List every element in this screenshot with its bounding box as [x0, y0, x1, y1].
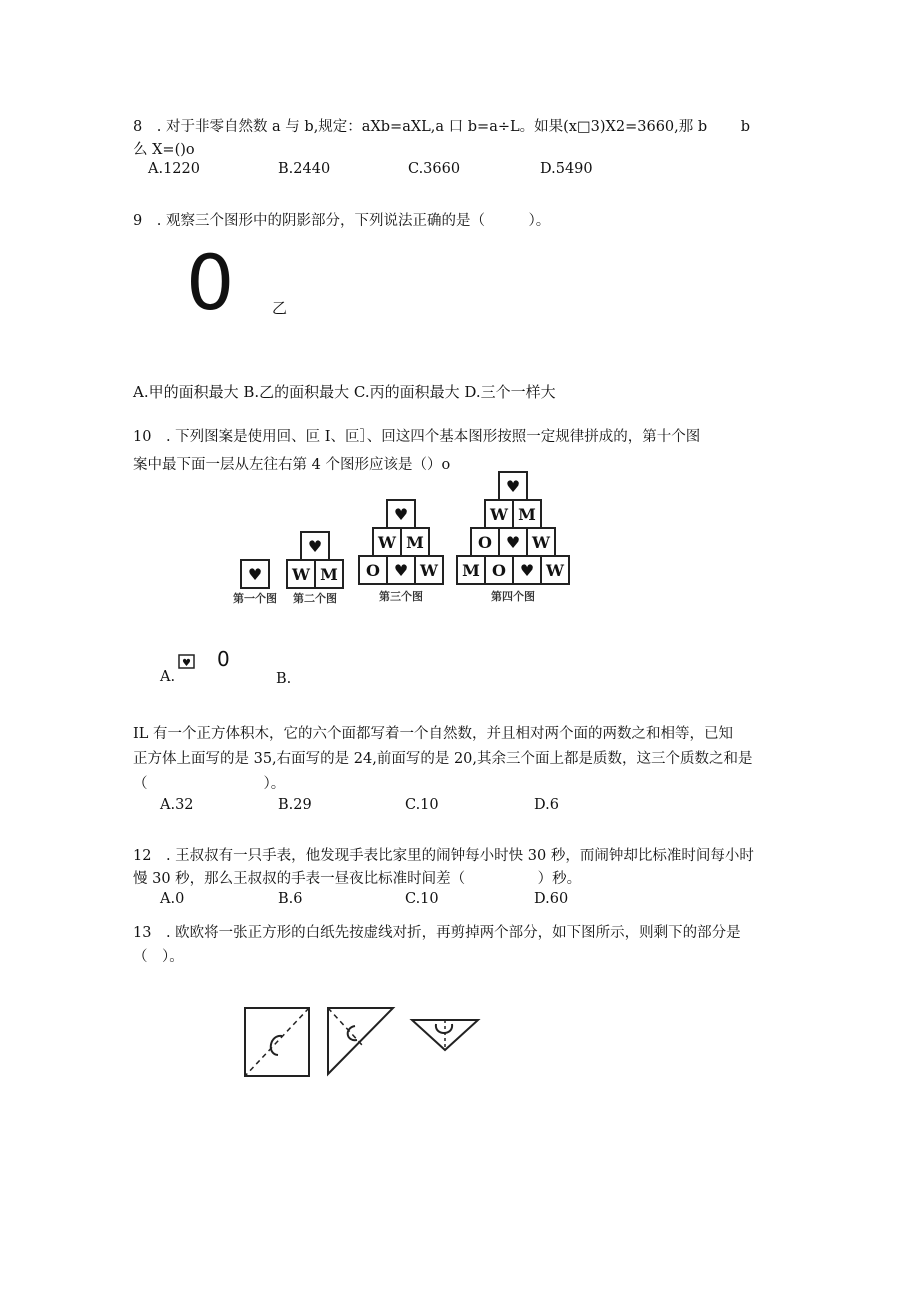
- q12-line1: 12 . 王叔叔有一只手表，他发现手表比家里的闹钟每小时快 30 秒，而闹钟却比标准时间每小时: [133, 848, 754, 864]
- fig4-r3-t1: O: [478, 533, 492, 552]
- q10-option-a: A.: [160, 669, 176, 685]
- fig4-r4-t4: W: [546, 561, 564, 580]
- q13-result-cut-mark: [436, 1024, 452, 1033]
- fig1-label: 第一个图: [233, 592, 277, 605]
- q12-option-d: D.60: [534, 891, 569, 907]
- q13-triangle-fold-line: [328, 1008, 362, 1045]
- fig1-heart: ♥: [247, 565, 263, 584]
- fig4-r2-t1: W: [490, 505, 508, 524]
- q11-line3: （ ）。: [133, 776, 286, 792]
- q8-option-a: A.1220: [148, 161, 200, 177]
- q10-option-a-heart: ♥: [182, 658, 191, 669]
- q12-option-b: B.6: [278, 891, 303, 907]
- fig4-r3-t3: W: [532, 533, 550, 552]
- q8-line2: 么 X=()o: [133, 142, 195, 158]
- fig2-b2: M: [320, 565, 338, 584]
- fig4-r3-t2: ♥: [505, 533, 521, 552]
- q8-option-d: D.5490: [540, 161, 593, 177]
- fig3-b2: ♥: [393, 561, 409, 580]
- q8-option-b: B.2440: [278, 161, 331, 177]
- q13-square-cut-mark: [271, 1036, 282, 1055]
- fig4-heart: ♥: [505, 477, 521, 496]
- fig3-heart: ♥: [393, 505, 409, 524]
- q9-figure-label: 乙: [272, 299, 288, 317]
- fig4-r4-t3: ♥: [519, 561, 535, 580]
- q11-option-b: B.29: [278, 797, 312, 813]
- q11-option-d: D.6: [534, 797, 559, 813]
- fig3-m2: M: [406, 533, 424, 552]
- fig3-b1: O: [366, 561, 380, 580]
- q13-line1: 13 . 欧欧将一张正方形的白纸先按虚线对折，再剪掉两个部分，如下图所示，则剩下的部分是: [133, 925, 741, 941]
- q9-options: A.甲的面积最大 B.乙的面积最大 C.丙的面积最大 D.三个一样大: [133, 383, 556, 401]
- q13-line2: （ ）。: [133, 949, 184, 965]
- q13-folding-figure: [240, 1000, 485, 1080]
- q12-line2: 慢 30 秒，那么王叔叔的手表一昼夜比标准时间差（ ）秒。: [133, 871, 582, 887]
- q12-option-c: C.10: [405, 891, 439, 907]
- q10-option-b-glyph: 0: [217, 647, 230, 671]
- fig2-heart: ♥: [307, 537, 323, 556]
- q10-option-a-heart-tile: [178, 654, 196, 670]
- q13-square-fold-line: [245, 1008, 309, 1076]
- fig2-label: 第二个图: [293, 592, 337, 605]
- fig2-b1: W: [292, 565, 310, 584]
- fig4-label: 第四个图: [491, 590, 535, 603]
- fig3-label: 第三个图: [379, 590, 423, 603]
- q10-pattern-figure: [225, 470, 585, 610]
- fig4-r4-t2: O: [492, 561, 506, 580]
- q10-option-b: B.: [276, 671, 292, 687]
- fig3-b3: W: [420, 561, 438, 580]
- fig3-m1: W: [378, 533, 396, 552]
- q9-text: 9 . 观察三个图形中的阴影部分，下列说法正确的是（ ）。: [133, 213, 551, 229]
- q10-line1: 10 . 下列图案是使用回、叵 I、叵］、回这四个基本图形按照一定规律拼成的，第十个图: [133, 429, 701, 445]
- q9-figure-zero: 0: [186, 238, 235, 327]
- q8-option-c: C.3660: [408, 161, 461, 177]
- fig4-r2-t2: M: [518, 505, 536, 524]
- q11-option-a: A.32: [160, 797, 194, 813]
- q11-line1: IL 有一个正方体积木，它的六个面都写着一个自然数，并且相对两个面的两数之和相等，已知: [133, 726, 733, 742]
- q11-option-c: C.10: [405, 797, 439, 813]
- q10-line2: 案中最下面一层从左往右第 4 个图形应该是（）o: [133, 457, 451, 473]
- fig4-r4-t1: M: [462, 561, 480, 580]
- q12-option-a: A.0: [160, 891, 185, 907]
- q11-line2: 正方体上面写的是 35,右面写的是 24,前面写的是 20,其余三个面上都是质数，这三个质数之和是: [133, 751, 753, 767]
- q8-line1: 8 . 对于非零自然数 a 与 b,规定：aXb=aXL,a 口 b=a÷L。如果(x□3)X2=3660,那 b b: [133, 119, 751, 135]
